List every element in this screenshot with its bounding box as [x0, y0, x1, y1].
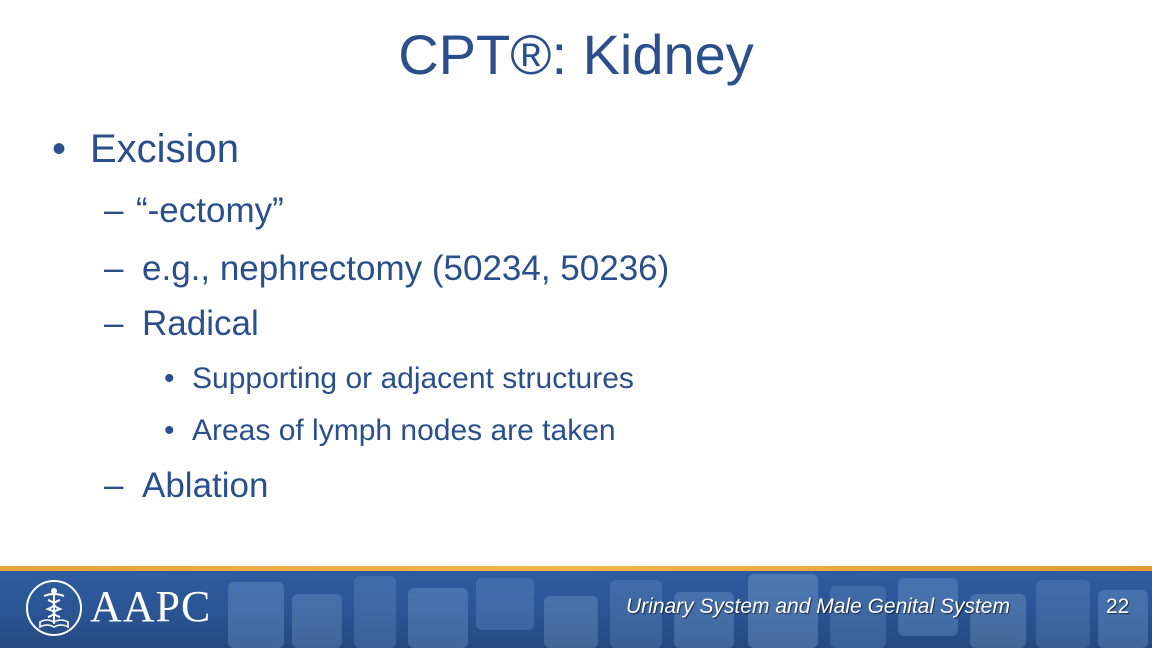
slide-title: CPT®: Kidney — [398, 23, 754, 86]
decorative-tile — [1036, 580, 1090, 648]
decorative-tile — [292, 594, 342, 648]
sub-bullet-text: e.g., nephrectomy (50234, 50236) — [142, 249, 670, 288]
aapc-logo-text: AAPC — [90, 582, 212, 631]
dash-marker: – — [104, 249, 124, 288]
sub-bullet-text: Radical — [142, 304, 259, 343]
sub-sub-bullet-text: Areas of lymph nodes are taken — [192, 414, 616, 447]
sub-sub-bullet-text: Supporting or adjacent structures — [192, 362, 634, 395]
dash-marker: – — [104, 466, 124, 505]
footer-accent-stripe — [0, 566, 1152, 571]
sub-bullet-text: “-ectomy” — [136, 191, 284, 230]
bullet-marker: • — [164, 414, 175, 447]
decorative-tile — [228, 582, 284, 648]
footer-caption: Urinary System and Male Genital System — [626, 595, 1010, 618]
decorative-tile — [476, 578, 534, 630]
decorative-tile — [544, 596, 598, 648]
decorative-tile — [354, 576, 396, 648]
page-number: 22 — [1106, 595, 1130, 618]
decorative-tile — [408, 588, 468, 648]
dash-marker: – — [104, 304, 124, 343]
caduceus-book-icon — [26, 580, 82, 636]
bullet-marker: • — [164, 362, 175, 395]
bullet-marker: • — [52, 127, 67, 171]
bullet-text: Excision — [90, 127, 239, 171]
sub-bullet-text: Ablation — [142, 466, 269, 505]
dash-marker: – — [104, 191, 124, 230]
